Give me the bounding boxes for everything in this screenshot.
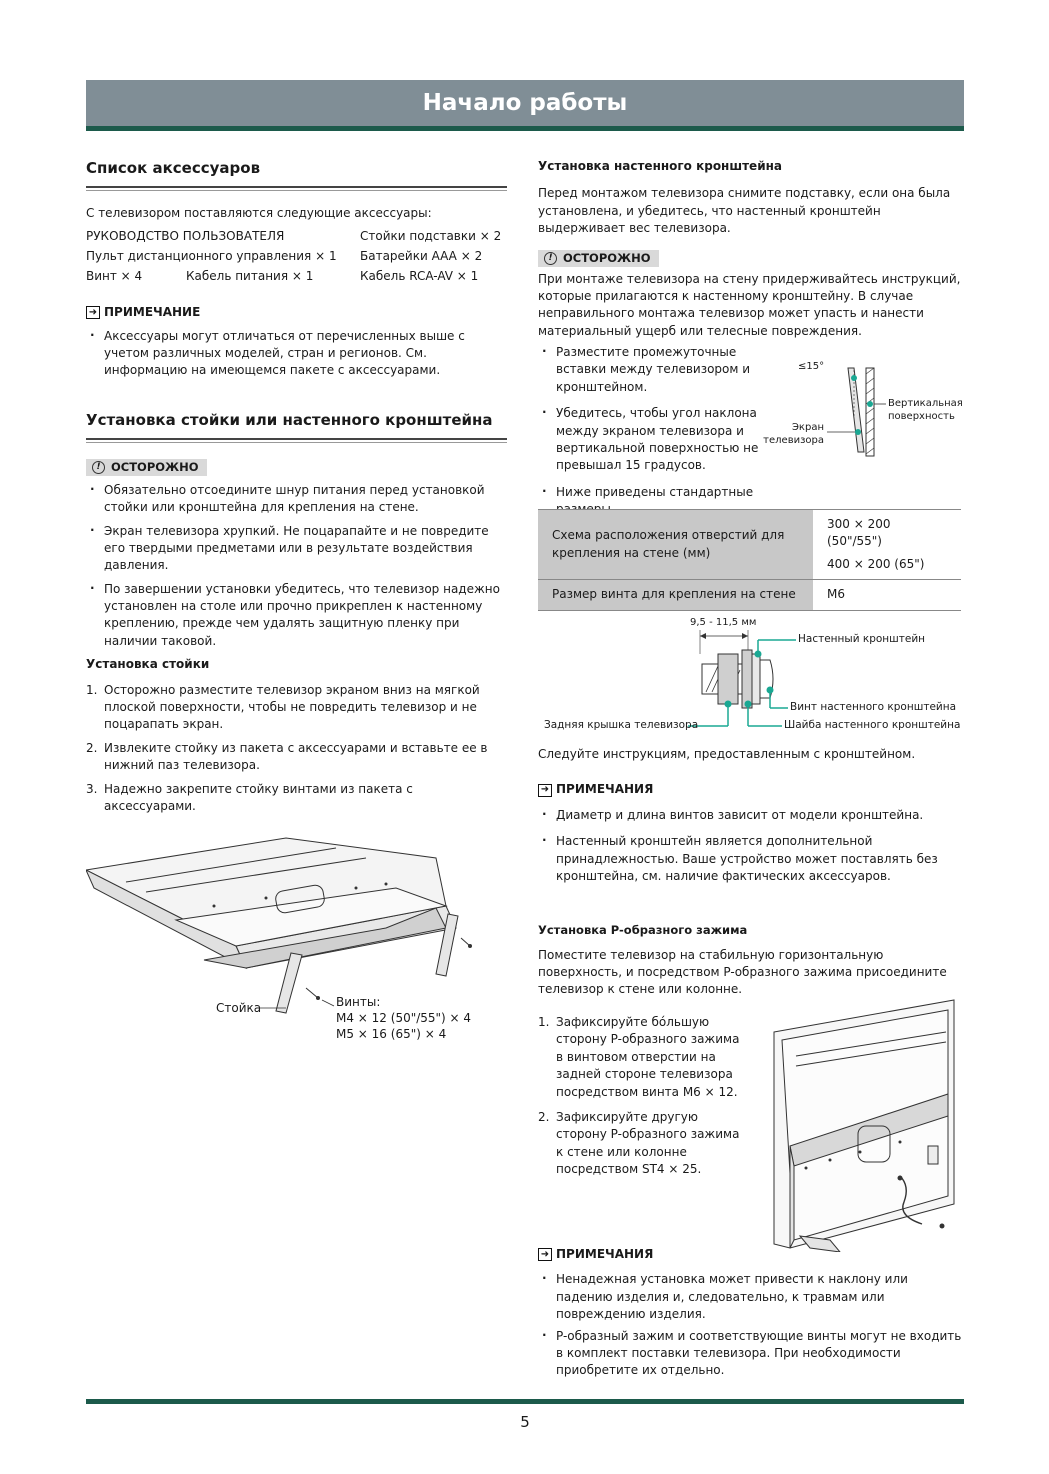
- accessory-batteries: Батарейки AAA × 2: [360, 249, 483, 264]
- caution-label: ОСТОРОЖНО: [111, 459, 199, 474]
- note-arrow-icon: ➜: [538, 784, 552, 797]
- list-item: · По завершении установки убедитесь, что телевизор надежно установлен на столе или прочно прикреплен к настенному креплению, прежде чем удалять защитную пленку при наличии таковой.: [86, 581, 507, 651]
- stand-install-title: Установка стойки или настенного кронштейна: [86, 411, 493, 429]
- wall-notes-heading: [538, 781, 962, 798]
- list-item: · P-образный зажим и соответствующие винты могут не входить в комплект поставки телевизора. При необходимости приобретите их отдельно.: [538, 1328, 962, 1380]
- step-number: 2.: [538, 1109, 550, 1124]
- bracket-label: Настенный кронштейн: [798, 633, 926, 645]
- table-value: 300 × 200 (50"/55"): [827, 517, 891, 549]
- section-rule-thin: [86, 442, 507, 443]
- section-rule-thin: [86, 190, 507, 191]
- p-clamp-intro: Поместите телевизор на стабильную горизонтальную поверхность, и посредством P-образного зажима присоедините телевизор к стене или колонне.: [538, 947, 947, 997]
- list-item: · Диаметр и длина винтов зависит от модели кронштейна.: [538, 807, 962, 824]
- p-clamp-notes-list: [538, 1271, 962, 1379]
- list-item: [538, 1109, 750, 1179]
- p-clamp-drawing: [760, 996, 960, 1252]
- caution-badge: [538, 248, 962, 267]
- table-row: [538, 580, 961, 610]
- accessories-intro: С телевизором поставляются следующие аксессуары:: [86, 205, 432, 220]
- note-label: ПРИМЕЧАНИЯ: [556, 1247, 654, 1261]
- section-rule: [86, 186, 507, 188]
- step-number: 3.: [86, 781, 98, 796]
- accessories-note-list: [86, 328, 507, 380]
- back-cover-label: Задняя крышка телевизора: [544, 719, 699, 731]
- label-screws-m5: M5 × 16 (65") × 4: [336, 1027, 447, 1041]
- header-rule: [86, 126, 964, 131]
- screw-diagram: [538, 614, 962, 740]
- follow-instructions: Следуйте инструкциям, предоставленным с кронштейном.: [538, 747, 916, 761]
- label-screws: Винты:: [336, 995, 381, 1009]
- table-value: 400 × 200 (65"): [827, 556, 925, 571]
- wall-mount-caution-text: При монтаже телевизора на стену придерживайтесь инструкций, которые прилагаются к настенному кронштейну. В случае неправильного монтажа телевизор может упасть и нанести материальный ущерб или телесные повреждения.: [538, 271, 961, 338]
- table-cell: [813, 510, 961, 580]
- wall-mount-bullets: [538, 344, 770, 525]
- label-stand: Стойка: [216, 1001, 262, 1015]
- accessory-rca-cable: Кабель RCA-AV × 1: [360, 269, 479, 284]
- wall-mount-section: [538, 158, 962, 340]
- p-clamp-notes-heading: [538, 1246, 962, 1263]
- list-item: · Разместите промежуточные вставки между телевизором и кронштейном.: [538, 344, 770, 396]
- step-number: 2.: [86, 740, 98, 755]
- step-text: Осторожно разместите телевизор экраном вниз на мягкой плоской поверхности, чтобы не повредить телевизор и не поцарапать экран.: [104, 682, 480, 732]
- wall-mount-spec-table: [538, 509, 961, 611]
- table-cell: M6: [813, 580, 961, 610]
- table-cell: Схема расположения отверстий для крепления на стене (мм): [538, 510, 813, 580]
- list-item: [86, 682, 507, 734]
- p-clamp-notes: [538, 1246, 962, 1386]
- step-text: Надежно закрепите стойку винтами из пакета с аксессуарами.: [104, 781, 413, 813]
- accessory-manual: РУКОВОДСТВО ПОЛЬЗОВАТЕЛЯ: [86, 229, 285, 244]
- page-number: 5: [520, 1413, 530, 1431]
- table-cell: Размер винта для крепления на стене: [538, 580, 813, 610]
- step-text: Зафиксируйте другую сторону P-образного зажима к стене или колонне посредством ST4 × 25.: [556, 1109, 740, 1177]
- stand-caution-list: [86, 482, 507, 651]
- list-item: · Обязательно отсоедините шнур питания перед установкой стойки или кронштейна для крепления на стене.: [86, 482, 507, 517]
- list-item: · Экран телевизора хрупкий. Не поцарапайте и не повредите его твердыми предметами или в результате воздействия давления.: [86, 523, 507, 575]
- page-header: [86, 80, 964, 126]
- vertical-surface-label: Вертикальная поверхность: [888, 398, 963, 422]
- label-screws-m4: M4 × 12 (50"/55") × 4: [336, 1011, 472, 1025]
- accessory-remote: Пульт дистанционного управления × 1: [86, 249, 337, 264]
- list-item: [86, 781, 507, 816]
- page-title: Начало работы: [422, 90, 628, 116]
- stand-illustration: [86, 828, 506, 1058]
- stand-steps: [86, 682, 507, 816]
- accessory-stands: Стойки подставки × 2: [360, 229, 502, 244]
- note-label: ПРИМЕЧАНИЯ: [556, 782, 654, 797]
- step-number: 1.: [86, 682, 98, 697]
- wall-mount-notes: [538, 746, 962, 891]
- accessory-screws: Винт × 4: [86, 269, 143, 284]
- footer-rule: [86, 1399, 964, 1404]
- caution-badge: [86, 457, 507, 476]
- step-number: 1.: [538, 1015, 550, 1029]
- p-clamp-section: [538, 922, 962, 999]
- note-arrow-icon: ➜: [86, 306, 100, 319]
- accessory-power-cable: Кабель питания × 1: [186, 269, 314, 284]
- note-arrow-icon: ➜: [538, 1248, 552, 1261]
- step-text: Извлеките стойку из пакета с аксессуарами и вставьте ее в нижний паз телевизора.: [104, 740, 488, 773]
- p-clamp-illustration: [760, 996, 960, 1252]
- step-text: Зафиксируйте бóльшую сторону P-образного зажима в винтовом отверстии на задней стороне телевизора посредством винта M6 × 12.: [556, 1015, 740, 1099]
- note-label: ПРИМЕЧАНИЕ: [104, 305, 201, 320]
- wall-notes-list: [538, 807, 962, 886]
- screw-label: Винт настенного кронштейна: [790, 701, 957, 713]
- stand-install-section: [86, 410, 507, 821]
- p-clamp-steps: [538, 1014, 750, 1185]
- accessories-note-heading: [86, 304, 507, 321]
- list-item: [86, 740, 507, 775]
- list-item: · Настенный кронштейн является дополнительной принадлежностью. Ваше устройство может поставлять без кронштейна, см. наличие фактических аксессуаров.: [538, 833, 962, 885]
- list-item: · Ниже приведены стандартные: [538, 484, 770, 519]
- accessories-section: [86, 158, 507, 386]
- washer-label: Шайба настенного кронштейна: [784, 719, 961, 731]
- wall-mount-intro: Перед монтажом телевизора снимите подставку, если она была установлена, и убедитесь, что настенный кронштейн выдерживает вес телевизора.: [538, 186, 951, 236]
- caution-icon: !: [92, 461, 105, 474]
- stand-subtitle: Установка стойки: [86, 657, 210, 672]
- tilt-angle-diagram: [762, 358, 962, 458]
- caution-label: ОСТОРОЖНО: [563, 250, 651, 265]
- caution-icon: !: [544, 252, 557, 265]
- list-item: · Ненадежная установка может привести к наклону или падению изделия и, следовательно, к травмам или повреждению изделия.: [538, 1271, 962, 1323]
- accessories-list: [86, 228, 507, 288]
- wall-mount-title: Установка настенного кронштейна: [538, 159, 782, 173]
- accessories-title: Список аксессуаров: [86, 159, 261, 177]
- angle-label: ≤15°: [798, 361, 825, 372]
- section-rule: [86, 438, 507, 440]
- list-item: [538, 1014, 750, 1101]
- leader-line: [322, 1000, 334, 1006]
- p-clamp-title: Установка P-образного зажима: [538, 923, 748, 937]
- tv-screen-label: Экран телевизора: [763, 422, 824, 446]
- list-item: · Аксессуары могут отличаться от перечисленных выше с учетом различных моделей, стран и регионов. См. информацию на имеющемся пакете с аксессуарами.: [86, 328, 507, 380]
- list-item: · Убедитесь, чтобы угол наклона между экраном телевизора и вертикальной поверхностью не превышал 15 градусов.: [538, 405, 770, 475]
- dimension-label: 9,5 - 11,5 мм: [690, 617, 757, 628]
- table-row: [538, 510, 961, 580]
